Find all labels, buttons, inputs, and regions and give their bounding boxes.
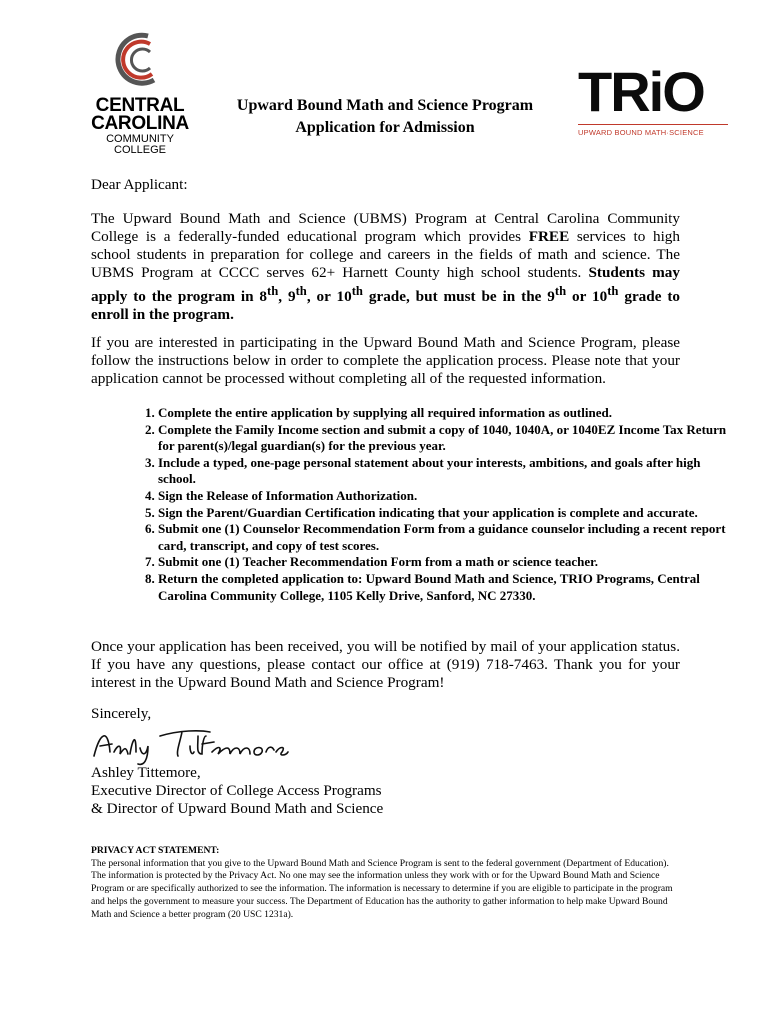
- trio-logo-tagline: UPWARD BOUND MATH·SCIENCE: [578, 124, 728, 137]
- signer-title-1: Executive Director of College Access Programs: [91, 782, 382, 799]
- intro-text-1: The Upward Bound Math and Science (UBMS) Program at Central Carolina Community College is a federally-funded educational program which provides: [91, 210, 680, 245]
- privacy-body: The personal information that you give to the Upward Bound Math and Science Program is sent to the federal government (Department of Education). The information is protected by the Privacy Act. No one may see the information unless they work with or for the Upward Bound Math and Science Program or are specifically authorized to see the information. The information is necessary to determine if you are eligible to participate in the program and helps the government to measure your success. The Department of Education has the authority to gather information to help make Upward Bound Math and Science a better program (20 USC 1231a).: [91, 857, 673, 920]
- intro-free: FREE: [528, 228, 570, 245]
- step-item: 6. Submit one (1) Counselor Recommendation Form from a guidance counselor including a recent report card, transcript, and copy of test scores.: [158, 521, 728, 554]
- trio-logo-word: TRiO: [578, 60, 704, 123]
- page-title: [200, 95, 570, 139]
- signer-title-2: & Director of Upward Bound Math and Science: [91, 800, 384, 817]
- step-item: 4. Sign the Release of Information Authorization.: [158, 488, 728, 505]
- salutation: Dear Applicant:: [91, 176, 188, 193]
- signer-name: Ashley Tittemore,: [91, 764, 201, 781]
- intro-text-2: services to high school students in preparation for college and careers in the fields of math and science. The UBMS Program at CCCC serves 62+ Harnett County high school students.: [91, 228, 680, 281]
- title-line-1: Upward Bound Math and Science Program: [236, 97, 534, 114]
- cccc-logo-central: CENTRAL: [95, 95, 185, 116]
- step-item: 3. Include a typed, one-page personal statement about your interests, ambitions, and goals after high school.: [158, 455, 728, 488]
- step-item: 8. Return the completed application to: Upward Bound Math and Science, TRIO Programs, Central Carolina Community College, 1105 Kelly Drive, Sanford, NC 27330.: [158, 571, 728, 604]
- cccc-swirl-icon: [108, 30, 168, 94]
- intro-eligibility: Students may apply to the program in 8th, 9th, or 10th grade, but must be in the 9th or 10th grade to enroll in the program.: [91, 264, 681, 324]
- instructions-intro: If you are interested in participating in the Upward Bound Math and Science Program, please follow the instructions below in order to complete the application process. Please note that your application cannot be processed without completing all of the requested information.: [91, 334, 680, 387]
- signer-block: [91, 764, 680, 818]
- step-item: 2. Complete the Family Income section and submit a copy of 1040, 1040A, or 1040EZ Income Tax Return for parent(s)/legal guardian(s) for the previous year.: [158, 422, 728, 455]
- closing-paragraph: Once your application has been received, you will be notified by mail of your application status. If you have any questions, please contact our office at (919) 718-7463. Thank you for your interest in the Upward Bound Math and Science Program!: [91, 638, 680, 691]
- cccc-logo: [90, 30, 190, 155]
- step-item: 1. Complete the entire application by supplying all required information as outlined.: [158, 405, 728, 422]
- cccc-logo-carolina: CAROLINA: [91, 113, 189, 134]
- privacy-heading: PRIVACY ACT STATEMENT:: [91, 845, 220, 856]
- application-steps-list: [110, 405, 728, 604]
- step-item: 5. Sign the Parent/Guardian Certification indicating that your application is complete and accurate.: [158, 505, 728, 522]
- valediction: Sincerely,: [91, 705, 152, 722]
- intro-paragraph: [91, 210, 680, 324]
- handwritten-signature: [90, 722, 290, 767]
- cccc-logo-community: COMMUNITY: [106, 133, 174, 145]
- trio-logo: [570, 60, 730, 148]
- cccc-logo-college: COLLEGE: [114, 144, 166, 156]
- title-line-2: Application for Admission: [295, 119, 475, 136]
- step-item: 7. Submit one (1) Teacher Recommendation Form from a math or science teacher.: [158, 554, 728, 571]
- privacy-statement: [91, 845, 681, 921]
